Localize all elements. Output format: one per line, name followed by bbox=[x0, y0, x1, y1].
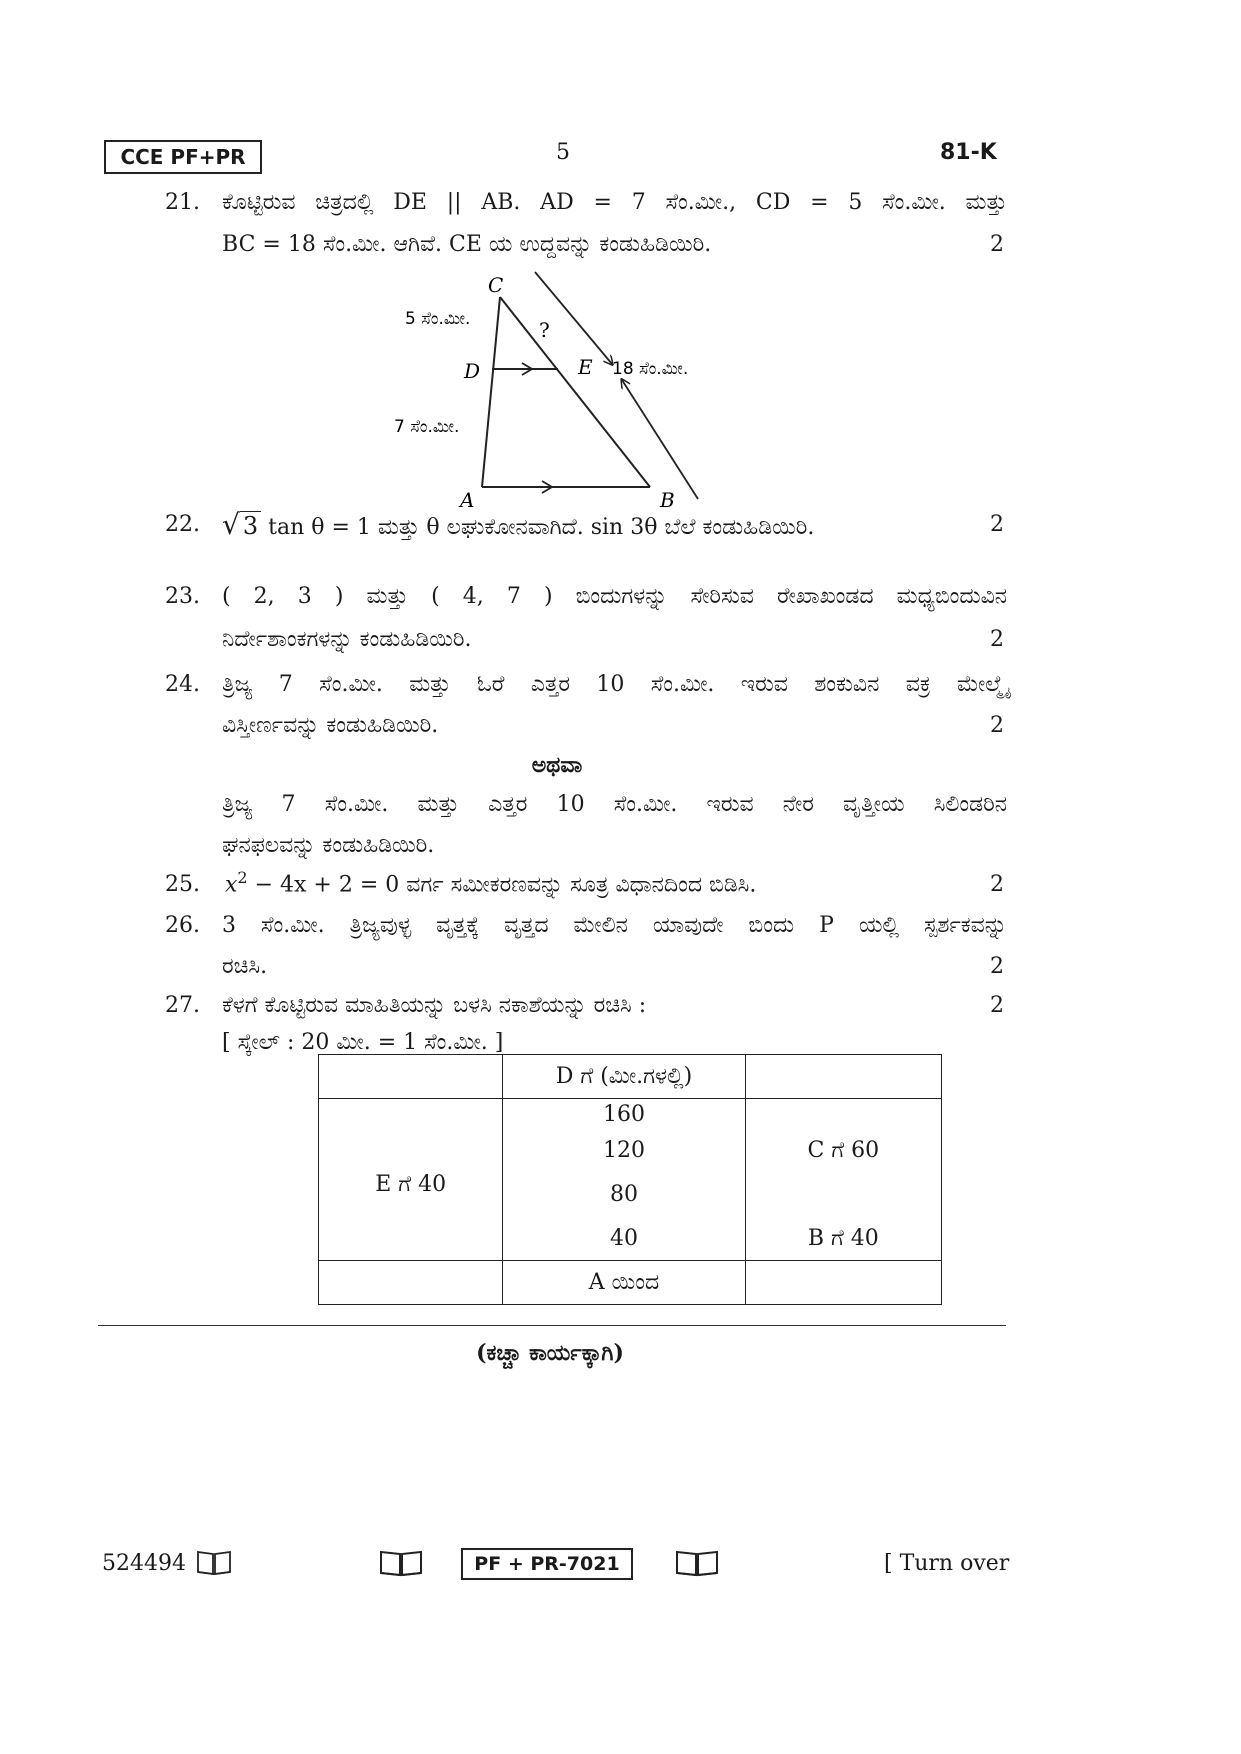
q25-exponent: 2 bbox=[237, 868, 248, 887]
q25-equation-line bbox=[225, 868, 756, 897]
turn-over-label: [ Turn over bbox=[884, 1551, 1010, 1576]
label-ce-unknown: ? bbox=[539, 318, 550, 342]
side-cb bbox=[500, 297, 650, 487]
table-header-mid: D ಗೆ (ಮೀ.ಗಳಲ್ಲಿ) bbox=[503, 1055, 745, 1099]
q23-number: 23. bbox=[165, 584, 200, 609]
q24-line1: ತ್ರಿಜ್ಯ 7 ಸೆಂ.ಮೀ. ಮತ್ತು ಓರೆ ಎತ್ತರ 10 ಸೆಂ.ಮೀ. ಇರುವ ಶಂಕುವಿನ ವಕ್ರ ಮೇಲ್ಮೈ bbox=[222, 672, 1007, 697]
q23-line1: ( 2, 3 ) ಮತ್ತು ( 4, 7 ) ಬಿಂದುಗಳನ್ನು ಸೇರಿಸುವ ರೇಖಾಖಂಡದ ಮಧ್ಯಬಿಂದುವಿನ bbox=[222, 584, 1007, 609]
q23-marks: 2 bbox=[990, 627, 1004, 652]
chainage-40: 40 bbox=[610, 1226, 638, 1251]
q22-marks: 2 bbox=[990, 512, 1004, 537]
section-divider bbox=[98, 1325, 1006, 1326]
bc-dimension-arrow-bottom bbox=[622, 380, 698, 499]
q24-line2: ವಿಸ್ತೀರ್ಣವನ್ನು ಕಂಡುಹಿಡಿಯಿರಿ. bbox=[222, 713, 439, 738]
q21-marks: 2 bbox=[990, 232, 1004, 257]
q25-var-x: x bbox=[225, 872, 238, 898]
label-bc-length: 18 ಸೆಂ.ಮೀ. bbox=[612, 359, 689, 379]
q25-text: − 4x + 2 = 0 ವರ್ಗ ಸಮೀಕರಣವನ್ನು ಸೂತ್ರ ವಿಧಾನದಿಂದ ಬಿಡಿಸಿ. bbox=[247, 872, 757, 898]
chainage-160: 160 bbox=[603, 1102, 645, 1127]
label-c: C bbox=[488, 273, 504, 297]
offset-c: C ಗೆ 60 bbox=[807, 1138, 880, 1163]
table-header-left bbox=[319, 1055, 503, 1099]
table-right-offsets bbox=[745, 1099, 941, 1261]
sqrt-sign: √ bbox=[222, 508, 240, 541]
label-ad-length: 7 ಸೆಂ.ಮೀ. bbox=[394, 417, 460, 437]
table-footer-right bbox=[745, 1261, 941, 1305]
book-icon bbox=[196, 1548, 232, 1576]
side-ca bbox=[482, 297, 500, 487]
q26-line1: 3 ಸೆಂ.ಮೀ. ತ್ರಿಜ್ಯವುಳ್ಳ ವೃತ್ತಕ್ಕೆ ವೃತ್ತದ ಮೇಲಿನ ಯಾವುದೇ ಬಿಂದು P ಯಲ್ಲಿ ಸ್ಪರ್ಶಕವನ್ನು bbox=[222, 913, 1007, 938]
q24-or-label: ಅಥವಾ bbox=[531, 752, 583, 778]
q22-text: tan θ = 1 ಮತ್ತು θ ಲಘುಕೋನವಾಗಿದೆ. sin 3θ ಬೆಲೆ ಕಂಡುಹಿಡಿಯಿರಿ. bbox=[261, 515, 815, 540]
table-header-right bbox=[745, 1055, 941, 1099]
q24-alt-line2: ಘನಫಲವನ್ನು ಕಂಡುಹಿಡಿಯಿರಿ. bbox=[222, 833, 435, 858]
table-footer-left bbox=[319, 1261, 503, 1305]
q21-triangle-figure bbox=[380, 262, 740, 512]
q24-alt-line1: ತ್ರಿಜ್ಯ 7 ಸೆಂ.ಮೀ. ಮತ್ತು ಎತ್ತರ 10 ಸೆಂ.ಮೀ. ಇರುವ ನೇರ ವೃತ್ತೀಯ ಸಿಲಿಂಡರಿನ bbox=[222, 792, 1007, 817]
offset-b: B ಗೆ 40 bbox=[807, 1226, 879, 1251]
paper-code: 81-K bbox=[940, 140, 997, 165]
q27-number: 27. bbox=[165, 993, 200, 1018]
q22-number: 22. bbox=[165, 512, 200, 537]
header-paper-label: CCE PF+PR bbox=[104, 140, 262, 174]
table-footer-mid: A ಯಿಂದ bbox=[503, 1261, 745, 1305]
chainage-120: 120 bbox=[603, 1138, 645, 1163]
q25-marks: 2 bbox=[990, 872, 1004, 897]
q27-scale: [ ಸ್ಕೇಲ್ : 20 ಮೀ. = 1 ಸೆಂ.ಮೀ. ] bbox=[222, 1030, 504, 1055]
q21-line1: ಕೊಟ್ಟಿರುವ ಚಿತ್ರದಲ್ಲಿ DE || AB. AD = 7 ಸೆಂ.ಮೀ., CD = 5 ಸೆಂ.ಮೀ. ಮತ್ತು bbox=[222, 190, 1007, 215]
rough-work-heading: (ಕಚ್ಚಾ ಕಾರ್ಯಕ್ಕಾಗಿ) bbox=[476, 1340, 624, 1366]
page-number: 5 bbox=[556, 140, 570, 165]
q26-line2: ರಚಿಸಿ. bbox=[222, 954, 268, 979]
label-b: B bbox=[660, 488, 675, 512]
label-a: A bbox=[460, 488, 475, 512]
q27-marks: 2 bbox=[990, 993, 1004, 1018]
q25-number: 25. bbox=[165, 872, 200, 897]
book-icon bbox=[674, 1548, 720, 1578]
label-d: D bbox=[464, 359, 481, 383]
q24-marks: 2 bbox=[990, 713, 1004, 738]
label-e: E bbox=[578, 355, 593, 379]
book-icon bbox=[378, 1548, 424, 1578]
q21-line2: BC = 18 ಸೆಂ.ಮೀ. ಆಗಿವೆ. CE ಯ ಉದ್ದವನ್ನು ಕಂಡುಹಿಡಿಯಿರಿ. bbox=[222, 232, 712, 257]
table-left-offsets bbox=[319, 1099, 503, 1261]
sqrt-radicand: 3 bbox=[240, 511, 261, 540]
label-cd-length: 5 ಸೆಂ.ಮೀ. bbox=[405, 309, 471, 329]
q21-number: 21. bbox=[165, 190, 200, 215]
chainage-80: 80 bbox=[610, 1182, 638, 1207]
footer-paper-code: PF + PR-7021 bbox=[461, 1548, 633, 1580]
q24-number: 24. bbox=[165, 672, 200, 697]
q27-line1: ಕೆಳಗೆ ಕೊಟ್ಟಿರುವ ಮಾಹಿತಿಯನ್ನು ಬಳಸಿ ನಕಾಶೆಯನ್ನು ರಚಿಸಿ : bbox=[222, 993, 647, 1018]
footer-serial: 524494 bbox=[102, 1551, 186, 1576]
offset-e: E ಗೆ 40 bbox=[375, 1172, 447, 1197]
q26-number: 26. bbox=[165, 913, 200, 938]
table-chainage-values bbox=[503, 1099, 745, 1261]
q27-field-book-table bbox=[318, 1054, 942, 1305]
q22-text-line bbox=[222, 508, 814, 541]
q23-line2: ನಿರ್ದೇಶಾಂಕಗಳನ್ನು ಕಂಡುಹಿಡಿಯಿರಿ. bbox=[222, 627, 472, 652]
q26-marks: 2 bbox=[990, 954, 1004, 979]
